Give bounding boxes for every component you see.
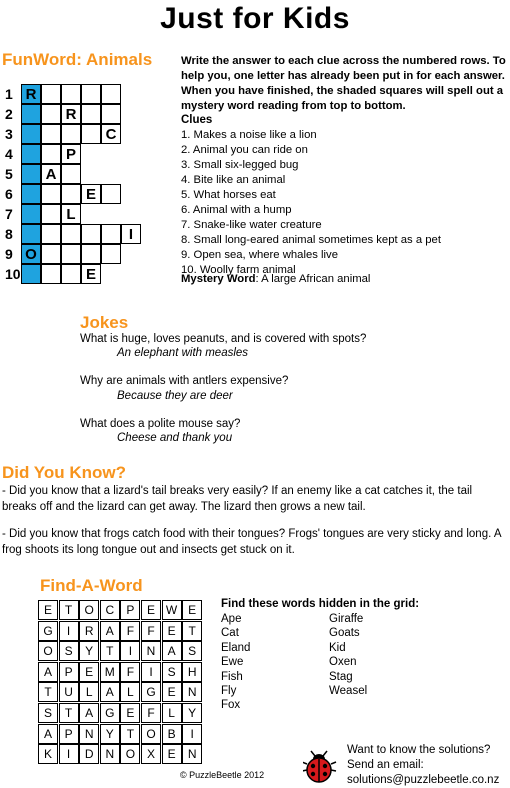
word-search-cell[interactable]: A: [100, 682, 120, 702]
word-search-cell[interactable]: W: [162, 600, 182, 620]
joke-answer: An elephant with measles: [117, 347, 249, 359]
crossword-shaded-cell[interactable]: [21, 164, 41, 184]
word-search-cell[interactable]: H: [182, 662, 202, 682]
word-search-cell[interactable]: B: [162, 724, 182, 744]
joke-question: What is huge, loves peanuts, and is covered with spots?: [80, 333, 367, 345]
crossword-row-number: 6: [5, 186, 13, 202]
crossword-shaded-cell[interactable]: [21, 184, 41, 204]
word-search-cell[interactable]: G: [38, 621, 58, 641]
word-search-cell[interactable]: R: [79, 621, 99, 641]
word-search-cell[interactable]: C: [100, 600, 120, 620]
joke-question: What does a polite mouse say?: [80, 418, 241, 430]
word-search-cell[interactable]: N: [182, 744, 202, 764]
word-search-cell[interactable]: I: [120, 641, 140, 661]
word-search-cell[interactable]: N: [182, 682, 202, 702]
solutions-line: Send an email:: [347, 759, 424, 771]
word-search-cell[interactable]: D: [79, 744, 99, 764]
word-list-item: Giraffe: [329, 613, 364, 625]
did-you-know-heading: Did You Know?: [2, 463, 127, 482]
crossword-cell[interactable]: [61, 124, 81, 144]
clue-item: 9. Open sea, where whales live: [181, 249, 338, 261]
word-search-cell[interactable]: F: [120, 662, 140, 682]
crossword-shaded-cell[interactable]: [21, 204, 41, 224]
crossword-shaded-cell[interactable]: O: [21, 244, 41, 264]
word-search-cell[interactable]: F: [141, 621, 161, 641]
word-search-cell[interactable]: E: [79, 662, 99, 682]
word-list-item: Goats: [329, 627, 360, 640]
crossword-cell[interactable]: [41, 244, 61, 264]
copyright: © PuzzleBeetle 2012: [180, 770, 265, 780]
word-search-cell[interactable]: T: [120, 724, 140, 744]
word-search-cell[interactable]: N: [79, 724, 99, 744]
word-list-item: Fish: [221, 670, 243, 683]
crossword-cell[interactable]: [41, 184, 61, 204]
word-search-cell[interactable]: X: [141, 744, 161, 764]
crossword-cell[interactable]: A: [41, 164, 61, 184]
word-search-cell[interactable]: A: [162, 641, 182, 661]
crossword-row-number: 1: [5, 86, 13, 102]
crossword-shaded-cell[interactable]: [21, 144, 41, 164]
clue-item: 1. Makes a noise like a lion: [181, 129, 317, 141]
clue-item: 4. Bite like an animal: [181, 174, 286, 186]
word-search-cell[interactable]: U: [59, 682, 79, 702]
word-search-cell[interactable]: I: [141, 662, 161, 682]
word-list-item: Ape: [221, 613, 242, 625]
word-list-item: Eland: [221, 641, 251, 654]
clue-item: 3. Small six-legged bug: [181, 159, 299, 171]
clues-title: Clues: [181, 114, 213, 126]
crossword-cell[interactable]: [41, 144, 61, 164]
word-search-cell[interactable]: N: [100, 744, 120, 764]
clues-list: [181, 128, 441, 278]
crossword-cell[interactable]: [61, 224, 81, 244]
clue-item: 6. Animal with a hump: [181, 204, 292, 216]
word-search-cell[interactable]: O: [79, 600, 99, 620]
crossword-cell[interactable]: [41, 204, 61, 224]
crossword-cell[interactable]: [41, 104, 61, 124]
word-search-cell[interactable]: L: [120, 682, 140, 702]
word-search-cell[interactable]: A: [38, 662, 58, 682]
word-search-cell[interactable]: P: [59, 662, 79, 682]
word-search-cell[interactable]: O: [141, 724, 161, 744]
mystery-label: Mystery Word: [181, 273, 256, 285]
solutions-email[interactable]: solutions@puzzlebeetle.co.nz: [347, 774, 500, 786]
word-search-cell[interactable]: A: [100, 621, 120, 641]
word-search-cell[interactable]: E: [182, 600, 202, 620]
crossword-row-number: 9: [5, 246, 13, 262]
crossword-cell[interactable]: [101, 104, 121, 124]
crossword-shaded-cell[interactable]: [21, 224, 41, 244]
word-search-cell[interactable]: A: [38, 724, 58, 744]
crossword-shaded-cell[interactable]: [21, 124, 41, 144]
clue-item: 5. What horses eat: [181, 189, 276, 201]
crossword-cell[interactable]: [41, 224, 61, 244]
word-search-cell[interactable]: G: [141, 682, 161, 702]
word-search-cell[interactable]: Y: [182, 703, 202, 723]
crossword-cell[interactable]: [41, 124, 61, 144]
word-search-cell[interactable]: A: [79, 703, 99, 723]
funword-instructions: Write the answer to each clue across the numbered rows. To help you, one letter has already been put in for each answer. When you have finished, the shaded squares will spell out a mystery word reading from top to bottom.: [181, 55, 506, 112]
crossword-cell[interactable]: E: [81, 184, 101, 204]
crossword-cell[interactable]: [81, 84, 101, 104]
crossword-row-number: 5: [5, 166, 13, 182]
crossword-cell[interactable]: I: [121, 224, 141, 244]
joke-answer: Cheese and thank you: [117, 432, 233, 444]
word-search-cell[interactable]: L: [162, 703, 182, 723]
word-search-cell[interactable]: P: [59, 724, 79, 744]
clue-item: 10. Woolly farm animal: [181, 264, 296, 276]
fact-paragraph: - Did you know that frogs catch food with their tongues? Frogs' tongues are very sticky and long. A frog shoots its long tongue out and insects get stuck on it.: [2, 528, 501, 556]
word-search-cell[interactable]: O: [120, 744, 140, 764]
jokes-heading: Jokes: [80, 313, 129, 332]
word-search-cell[interactable]: E: [162, 744, 182, 764]
word-search-cell[interactable]: I: [59, 621, 79, 641]
joke-answer: Because they are deer: [117, 390, 233, 402]
word-search-cell[interactable]: I: [182, 724, 202, 744]
word-search-cell[interactable]: S: [182, 641, 202, 661]
word-search-cell[interactable]: L: [79, 682, 99, 702]
crossword-row-number: 10: [5, 266, 21, 282]
word-search-cell[interactable]: T: [38, 682, 58, 702]
crossword-cell[interactable]: [61, 84, 81, 104]
mystery-word: [181, 273, 370, 285]
find-a-word-heading: Find-A-Word: [40, 576, 143, 595]
crossword-cell[interactable]: [61, 244, 81, 264]
word-list-item: Fly: [221, 685, 237, 697]
crossword-cell[interactable]: [61, 264, 81, 284]
crossword-cell[interactable]: [61, 184, 81, 204]
word-search-cell[interactable]: N: [141, 641, 161, 661]
word-search-cell[interactable]: E: [162, 621, 182, 641]
crossword-row-number: 4: [5, 146, 13, 162]
crossword-shaded-cell[interactable]: [21, 264, 41, 284]
crossword-cell[interactable]: E: [81, 264, 101, 284]
crossword-cell[interactable]: C: [101, 124, 121, 144]
crossword-cell[interactable]: [81, 224, 101, 244]
word-search-cell[interactable]: T: [59, 600, 79, 620]
crossword-cell[interactable]: [101, 224, 121, 244]
word-search-cell[interactable]: I: [59, 744, 79, 764]
word-list-item: Fox: [221, 699, 241, 712]
crossword-shaded-cell[interactable]: R: [21, 84, 41, 104]
word-search-cell[interactable]: E: [141, 600, 161, 620]
crossword-cell[interactable]: [81, 244, 101, 264]
word-search-cell[interactable]: Y: [100, 724, 120, 744]
crossword-row-number: 8: [5, 226, 13, 242]
crossword-cell[interactable]: R: [61, 104, 81, 124]
crossword-cell[interactable]: L: [61, 204, 81, 224]
solutions-info: [347, 743, 499, 788]
crossword-cell[interactable]: [61, 164, 81, 184]
crossword-row-number: 7: [5, 206, 13, 222]
word-search-cell[interactable]: O: [38, 641, 58, 661]
page-title: Just for Kids: [160, 2, 350, 35]
crossword-cell[interactable]: [101, 184, 121, 204]
solutions-line: Want to know the solutions?: [347, 744, 491, 756]
word-list-item: Cat: [221, 627, 239, 640]
word-search-cell[interactable]: F: [141, 703, 161, 723]
word-list-title: Find these words hidden in the grid:: [221, 598, 420, 610]
word-list-item: Weasel: [329, 685, 368, 697]
word-search-cell[interactable]: T: [59, 703, 79, 723]
crossword-cell[interactable]: P: [61, 144, 81, 164]
word-search-cell[interactable]: E: [38, 600, 58, 620]
word-list-item: Ewe: [221, 656, 244, 669]
word-search-cell[interactable]: S: [162, 662, 182, 682]
crossword-row-number: 2: [5, 106, 13, 122]
word-search-cell[interactable]: E: [120, 703, 140, 723]
crossword-cell[interactable]: [41, 264, 61, 284]
word-search-cell[interactable]: T: [182, 621, 202, 641]
word-search-cell[interactable]: S: [38, 703, 58, 723]
crossword-cell[interactable]: [81, 104, 101, 124]
word-search-cell[interactable]: Y: [79, 641, 99, 661]
clue-item: 8. Small long-eared animal sometimes kept as a pet: [181, 234, 441, 246]
joke-question: Why are animals with antlers expensive?: [80, 375, 289, 387]
word-search-cell[interactable]: G: [100, 703, 120, 723]
clue-item: 7. Snake-like water creature: [181, 219, 322, 231]
word-search-cell[interactable]: P: [120, 600, 140, 620]
word-list-item: Stag: [329, 670, 353, 683]
word-search-cell[interactable]: M: [100, 662, 120, 682]
word-search-cell[interactable]: E: [162, 682, 182, 702]
word-search-cell[interactable]: T: [100, 641, 120, 661]
funword-heading: FunWord: Animals: [2, 50, 153, 69]
crossword-row-number: 3: [5, 126, 13, 142]
crossword-cell[interactable]: [101, 244, 121, 264]
ladybug-icon: [303, 750, 337, 784]
word-search-cell[interactable]: S: [59, 641, 79, 661]
crossword-cell[interactable]: [81, 124, 101, 144]
crossword-shaded-cell[interactable]: [21, 104, 41, 124]
fact-paragraph: - Did you know that a lizard's tail breaks very easily? If an enemy like a cat catches it, the tail breaks off and the lizard can get away. The lizard then grows a new tail.: [2, 485, 473, 513]
mystery-text: : A large African animal: [255, 273, 371, 285]
word-search-cell[interactable]: F: [120, 621, 140, 641]
word-list-item: Oxen: [329, 656, 357, 669]
crossword-cell[interactable]: [41, 84, 61, 104]
clue-item: 2. Animal you can ride on: [181, 144, 308, 156]
word-search-cell[interactable]: K: [38, 744, 58, 764]
crossword-cell[interactable]: [101, 84, 121, 104]
word-list-item: Kid: [329, 641, 346, 654]
